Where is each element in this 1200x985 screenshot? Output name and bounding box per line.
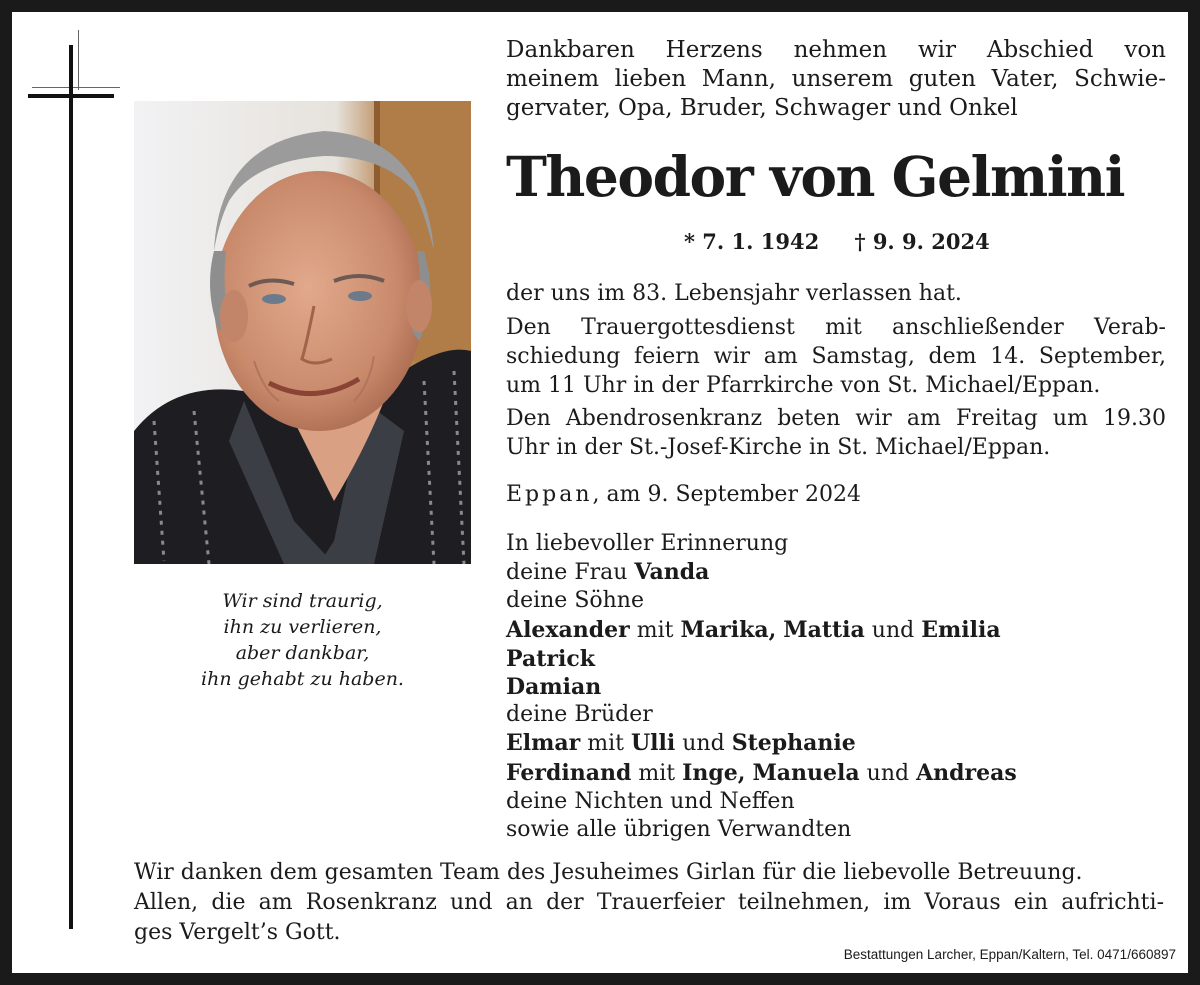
cross-thin-vertical (78, 30, 79, 90)
quote-line: ihn gehabt zu haben. (201, 668, 404, 690)
life-dates (684, 229, 1018, 254)
date-text: , am 9. September 2024 (592, 482, 861, 507)
thanks-text (134, 858, 1164, 948)
thanks-line: ges Vergelt’s Gott. (134, 920, 341, 945)
quote-line: Wir sind traurig, (222, 590, 383, 612)
age-text: der uns im 83. Lebensjahr verlassen hat. (506, 281, 962, 306)
thanks-line: Wir danken dem gesamten Team des Jesuheimes Girlan für die liebevolle Betreuung. (134, 860, 1083, 885)
family-sons-label: deine Söhne (506, 588, 644, 614)
family-brothers-label: deine Brüder (506, 702, 653, 728)
intro-line: gervater, Opa, Bruder, Schwager und Onkel (506, 95, 1018, 121)
age-line (506, 279, 1166, 308)
intro-text (506, 36, 1166, 123)
family-son-3: Damian (506, 674, 602, 701)
birth-date: * 7. 1. 1942 (684, 229, 820, 254)
death-date: † 9. 9. 2024 (854, 229, 990, 254)
memorial-quote (134, 588, 471, 692)
cross-bar (28, 94, 114, 98)
service-line: um 11 Uhr in der Pfarrkirche von St. Michael/Eppan. (506, 373, 1101, 398)
family-son-1: Alexander mit Marika, Mattia und Emilia (506, 616, 1001, 643)
rosary-info (506, 404, 1166, 462)
family-relatives: sowie alle übrigen Verwandten (506, 817, 852, 843)
thanks-line: Allen, die am Rosenkranz und an der Trauerfeier teilnehmen, im Voraus ein aufrichti- (134, 890, 1164, 915)
family-son-2: Patrick (506, 645, 595, 672)
family-list (506, 530, 1166, 844)
family-wife: deine Frau Vanda (506, 559, 710, 586)
quote-line: aber dankbar, (235, 642, 370, 664)
deceased-name: Theodor von Gelmini (506, 144, 1124, 209)
place: Eppan (506, 482, 593, 507)
family-intro: In liebevoller Erinnerung (506, 531, 789, 556)
service-line: Den Trauergottesdienst mit anschließender Verab- (506, 315, 1166, 340)
place-date (506, 480, 1166, 509)
family-brother-2: Ferdinand mit Inge, Manuela und Andreas (506, 759, 1017, 786)
family-nieces: deine Nichten und Neffen (506, 788, 795, 814)
quote-line: ihn zu verlieren, (223, 616, 382, 638)
obituary-page (12, 12, 1188, 973)
cross-thin-horizontal (32, 87, 120, 88)
intro-line: meinem lieben Mann, unserem guten Vater, Schwie- (506, 66, 1166, 92)
service-info (506, 313, 1166, 400)
family-brother-1: Elmar mit Ulli und Stephanie (506, 730, 856, 757)
funeral-home-footer: Bestattungen Larcher, Eppan/Kaltern, Tel. 0471/660897 (843, 947, 1176, 962)
cross-icon (69, 45, 73, 929)
rosary-line: Uhr in der St.-Josef-Kirche in St. Michael/Eppan. (506, 435, 1051, 460)
portrait-photo (134, 101, 471, 564)
service-line: schiedung feiern wir am Samstag, dem 14. September, (506, 344, 1166, 369)
rosary-line: Den Abendrosenkranz beten wir am Freitag um 19.30 (506, 406, 1166, 431)
intro-line: Dankbaren Herzens nehmen wir Abschied von (506, 37, 1166, 63)
